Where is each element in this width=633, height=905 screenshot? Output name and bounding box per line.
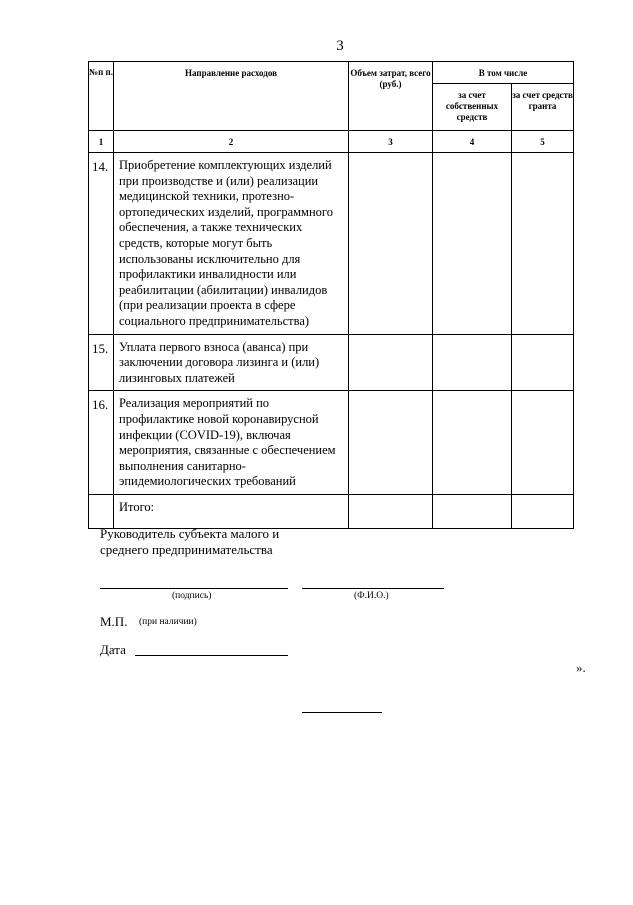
total-cost-cell (349, 334, 433, 391)
header-direction: Направление расходов (114, 62, 349, 131)
header-including: В том числе (433, 62, 574, 84)
column-index: 5 (512, 131, 574, 153)
expenses-table (88, 61, 574, 529)
signature-caption: (подпись) (172, 591, 212, 601)
seal-label: М.П. (100, 614, 128, 629)
head-title-line2: среднего предпринимательства (100, 542, 273, 557)
row-number: 15. (89, 334, 114, 391)
own-funds-cell (433, 494, 512, 528)
row-description: Приобретение комплектующих изделий при производстве и (или) реализации медицинской техники, протезно-ортопедических изделий, программного обеспечения, а также технических средств, которые могут быть использованы исключительно для профилактики инвалидности или реабилитации (абилитации) инвалидов (при реализации проекта в сфере социального предпринимательства) (114, 153, 349, 335)
grant-funds-cell (512, 391, 574, 495)
total-num-cell (89, 494, 114, 528)
table-row (89, 153, 574, 335)
own-funds-cell (433, 334, 512, 391)
total-cost-cell (349, 153, 433, 335)
name-caption: (Ф.И.О.) (354, 591, 389, 601)
column-index: 1 (89, 131, 114, 153)
seal-note: (при наличии) (139, 617, 197, 627)
row-number: 16. (89, 391, 114, 495)
grant-funds-cell (512, 494, 574, 528)
header-own-funds: за счет собственных средств (433, 84, 512, 131)
own-funds-cell (433, 153, 512, 335)
grant-funds-cell (512, 334, 574, 391)
total-label: Итого: (114, 494, 349, 528)
header-grant-funds: за счет средств гранта (512, 84, 574, 131)
header-num: №п п. (89, 62, 114, 131)
end-divider (302, 712, 382, 713)
table-row (89, 334, 574, 391)
total-cost-cell (349, 494, 433, 528)
column-index: 3 (349, 131, 433, 153)
own-funds-cell (433, 391, 512, 495)
header-total: Объем затрат, всего (руб.) (349, 62, 433, 131)
date-line (135, 655, 288, 656)
signature-line (100, 588, 288, 589)
closing-quote: ». (576, 660, 586, 675)
total-cost-cell (349, 391, 433, 495)
total-row (89, 494, 574, 528)
column-index: 4 (433, 131, 512, 153)
grant-funds-cell (512, 153, 574, 335)
column-index-row (89, 131, 574, 153)
table-row (89, 391, 574, 495)
column-index: 2 (114, 131, 349, 153)
page-number: 3 (336, 38, 344, 54)
header-row-top (89, 62, 574, 84)
row-description: Реализация мероприятий по профилактике новой коронавирусной инфекции (COVID-19), включая мероприятия, связанные с обеспечением выполнения санитарно-эпидемиологических требований (114, 391, 349, 495)
date-label: Дата (100, 642, 126, 657)
row-number: 14. (89, 153, 114, 335)
head-title-line1: Руководитель субъекта малого и (100, 526, 280, 541)
name-line (302, 588, 444, 589)
row-description: Уплата первого взноса (аванса) при заключении договора лизинга и (или) лизинговых платежей (114, 334, 349, 391)
